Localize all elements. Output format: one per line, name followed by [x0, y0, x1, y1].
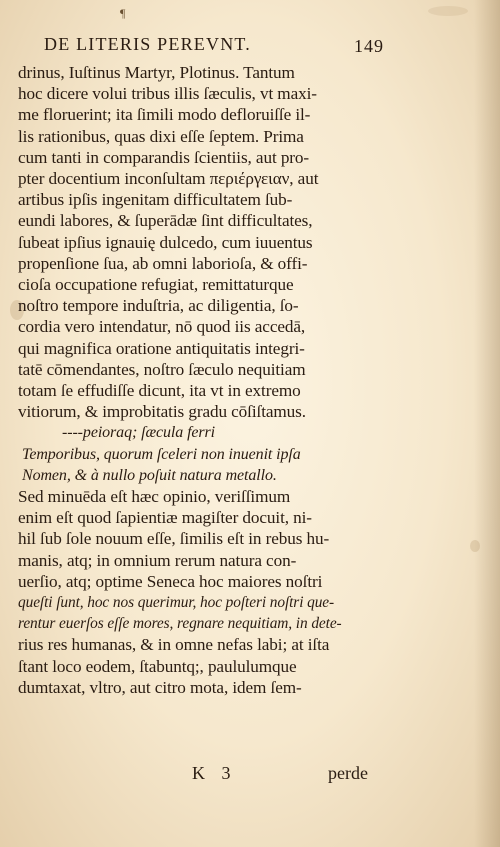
verse-quote-line: ----peioraq; ſæcula ferri [62, 424, 216, 442]
text-line: dumtaxat, vltro, aut citro mota, idem ſem- [18, 677, 302, 697]
text-line: eundi labores, & ſuperādæ ſint difficultates, [18, 211, 313, 231]
text-line: cioſa occupatione refugiat, remittaturque [18, 275, 294, 295]
text-line: manis, atq; in omnium rerum natura con- [18, 550, 297, 570]
running-header [44, 34, 404, 58]
text-line: enim eſt quod ſapientiæ magiſter docuit, ni- [18, 508, 312, 528]
text-line: noſtro tempore induſtria, ac diligentia, ſo- [18, 296, 299, 316]
text-line: rius res humanas, & in omne nefas labi; at iſta [18, 635, 330, 655]
body-text [18, 62, 488, 698]
text-line: cordia vero intendatur, nō quod iis accedā, [18, 317, 306, 337]
text-line: cum tanti in comparandis ſcientiis, aut pro- [18, 147, 310, 167]
text-line: tatē cōmendantes, noſtro ſæculo nequitiam [18, 359, 306, 379]
page-number: 149 [354, 36, 384, 56]
text-line: Sed minuēda eſt hæc opinio, veriſſimum [18, 487, 291, 507]
text-line: me floruerint; ita ſimili modo defloruiſſe il- [18, 105, 311, 125]
text-line: drinus, Iuſtinus Martyr, Plotinus. Tantum [18, 63, 295, 82]
verse-quote-line: Nomen, & à nullo poſuit natura metallo. [22, 466, 277, 484]
text-line: lis rationibus, quas dixi eſſe ſeptem. Prima [18, 126, 304, 146]
signature-mark: K 3 [192, 763, 237, 783]
text-line: artibus ipſis ingenitam difficultatem ſub- [18, 190, 293, 210]
text-line: ſubeat ipſius ignauię dulcedo, cum iuuentus [18, 232, 313, 252]
text-line: propenſione ſua, ab omni laborioſa, & offi- [18, 253, 308, 273]
text-line: hil ſub ſole nouum eſſe, ſimilis eſt in rebus hu- [18, 529, 330, 549]
text-line: pter docentium inconſultam περιέργειαν, aut [18, 169, 319, 189]
text-line: qui magnifica oratione antiquitatis integri- [18, 338, 305, 358]
text-line: hoc dicere volui tribus illis ſæculis, vt maxi- [18, 84, 317, 104]
page-footer [0, 763, 500, 787]
text-line: vitiorum, & improbitatis gradu cōſiſtamus. [18, 402, 306, 422]
catchword: perde [328, 763, 368, 783]
text-line: ſtant loco eodem, ſtabuntq;, paululumque [18, 656, 297, 676]
text-line: rentur euerſos eſſe mores, regnare nequitiam, in dete- [18, 615, 342, 633]
paper-stain [428, 6, 468, 16]
top-mark: ¶ [120, 6, 126, 20]
text-line: uerſio, atq; optime Seneca hoc maiores noſtri [18, 571, 323, 591]
running-title: DE LITERIS PEREVNT. [44, 34, 251, 54]
verse-quote-line: Temporibus, quorum ſceleri non inuenit ipſa [22, 445, 301, 463]
text-line: totam ſe effudiſſe dicunt, ita vt in extremo [18, 381, 301, 401]
text-line: queſti ſunt, hoc nos querimur, hoc poſteri noſtri que- [18, 594, 335, 612]
